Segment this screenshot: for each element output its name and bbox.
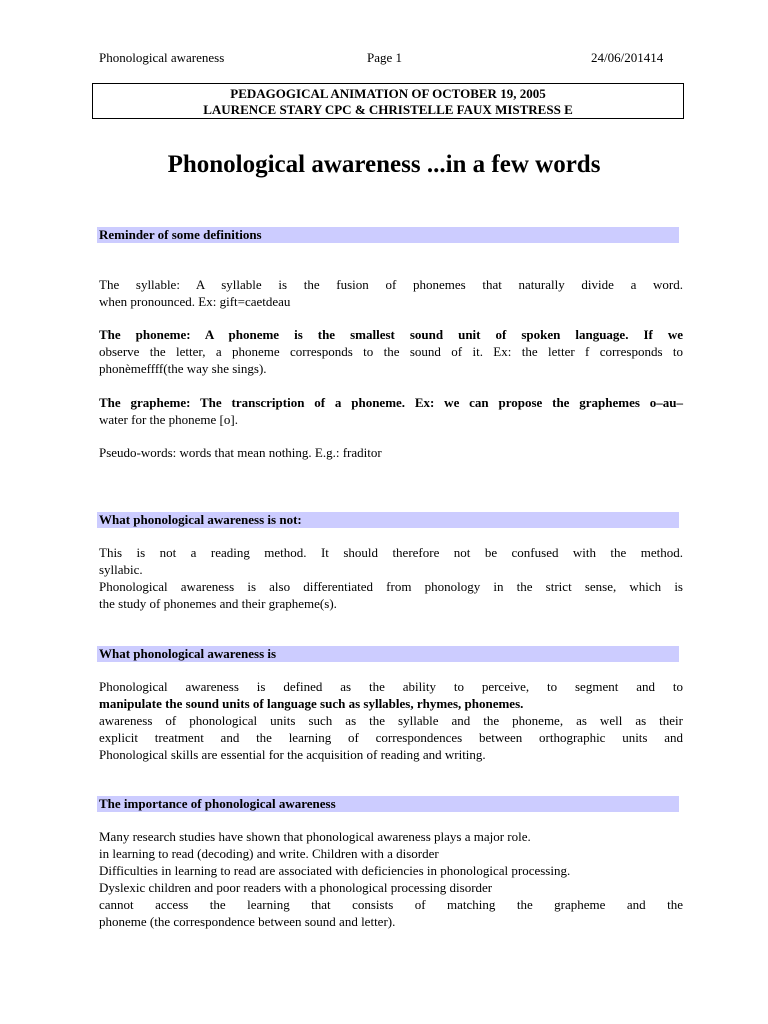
grapheme-line-2: water for the phoneme [o].: [99, 412, 238, 427]
is-line-5: Phonological skills are essential for the acquisition of reading and writing.: [99, 747, 486, 762]
section-heading-is: What phonological awareness is: [97, 646, 679, 662]
header-page-number: Page 1: [367, 50, 403, 65]
section-not-body: [99, 544, 683, 612]
importance-line-6: phoneme (the correspondence between sound and letter).: [99, 914, 396, 929]
title-box-line-2: LAURENCE STARY CPC & CHRISTELLE FAUX MISTRESS E: [203, 102, 573, 117]
document-title: Phonological awareness ...in a few words: [167, 151, 601, 178]
syllable-line-2: when pronounced. Ex: gift=caetdeau: [99, 294, 291, 309]
section-heading-definitions: Reminder of some definitions: [97, 227, 679, 243]
definition-syllable: [99, 276, 683, 310]
grapheme-line-1: The grapheme: The transcription of a phoneme. Ex: we can propose the graphemes o–au–: [99, 395, 683, 410]
title-box: [92, 83, 684, 119]
is-line-4: explicit treatment and the learning of correspondences between orthographic units and: [99, 730, 683, 745]
header-date: 24/06/201414: [591, 50, 664, 65]
is-line-1: Phonological awareness is defined as the ability to perceive, to segment and to: [99, 679, 683, 694]
section-importance-body: [99, 828, 683, 930]
importance-line-5: cannot access the learning that consists of matching the grapheme and the: [99, 897, 683, 912]
definition-grapheme: [99, 394, 683, 428]
definition-phoneme: [99, 326, 683, 377]
phoneme-line-2: observe the letter, a phoneme corresponds to the sound of it. Ex: the letter f corresponds to: [99, 344, 683, 359]
importance-line-3: Difficulties in learning to read are associated with deficiencies in phonological processing.: [99, 863, 571, 878]
not-line-3: Phonological awareness is also differentiated from phonology in the strict sense, which is: [99, 579, 683, 594]
not-line-2: syllabic.: [99, 562, 143, 577]
pseudo-words-line: Pseudo-words: words that mean nothing. E.g.: fraditor: [99, 445, 382, 460]
not-line-1: This is not a reading method. It should therefore not be confused with the method.: [99, 545, 683, 560]
section-is-body: [99, 678, 683, 763]
is-line-2: manipulate the sound units of language such as syllables, rhymes, phonemes.: [99, 696, 524, 711]
not-line-4: the study of phonemes and their grapheme(s).: [99, 596, 337, 611]
syllable-line-1: The syllable: A syllable is the fusion of phonemes that naturally divide a word.: [99, 277, 683, 292]
phoneme-line-3: phonèmeffff(the way she sings).: [99, 361, 267, 376]
section-heading-not: What phonological awareness is not:: [97, 512, 679, 528]
importance-line-4: Dyslexic children and poor readers with a phonological processing disorder: [99, 880, 493, 895]
definition-pseudo-words: [99, 444, 683, 461]
phoneme-line-1: The phoneme: A phoneme is the smallest sound unit of spoken language. If we: [99, 327, 683, 342]
section-heading-importance: The importance of phonological awareness: [97, 796, 679, 812]
importance-line-2: in learning to read (decoding) and write. Children with a disorder: [99, 846, 439, 861]
is-line-3: awareness of phonological units such as the syllable and the phoneme, as well as their: [99, 713, 683, 728]
title-box-line-1: PEDAGOGICAL ANIMATION OF OCTOBER 19, 2005: [230, 86, 546, 101]
importance-line-1: Many research studies have shown that phonological awareness plays a major role.: [99, 829, 531, 844]
header-left-text: Phonological awareness: [99, 50, 225, 65]
